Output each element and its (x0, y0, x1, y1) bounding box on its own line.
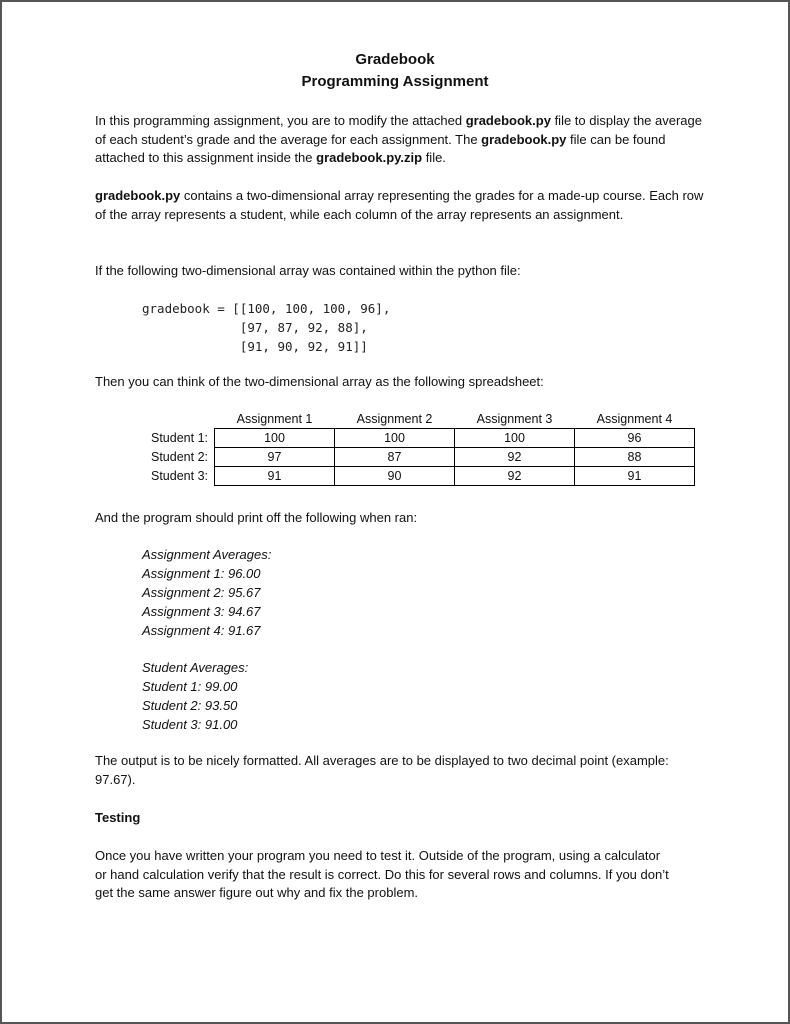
output-line: Assignment 3: 94.67 (142, 604, 261, 619)
document-title: Gradebook (355, 51, 435, 68)
testing-paragraph: Once you have written your program you need to test it. Outside of the program, using a calculator or hand calculation verify that the result is correct. Do this for several rows and columns. If you don’t get the same answer figure out why and fix the problem. (95, 848, 669, 901)
table-header-row (138, 410, 695, 429)
and-paragraph: And the program should print off the following when ran: (95, 510, 418, 525)
then-paragraph: Then you can think of the two-dimensional array as the following spreadsheet: (95, 374, 544, 389)
row-label: Student 3: (151, 469, 208, 483)
filename: gradebook.py (95, 188, 181, 203)
student-averages-output (142, 658, 248, 734)
column-header: Assignment 2 (356, 412, 433, 426)
cell: 92 (455, 467, 575, 486)
output-line: Assignment 1: 96.00 (142, 566, 261, 581)
output-line: Student 2: 93.50 (142, 698, 238, 713)
text: file to display the average of each student’s grade and the average for each assignment. The (95, 113, 702, 147)
row-label: Student 2: (151, 450, 208, 464)
output-line: Student 3: 91.00 (142, 717, 238, 732)
text: In this programming assignment, you are to modify the attached (95, 113, 466, 128)
cell: 100 (335, 429, 455, 448)
assignment-averages-output (142, 545, 271, 640)
output-line: Student 1: 99.00 (142, 679, 238, 694)
text: file. (422, 150, 446, 166)
text: contains a two-dimensional array representing the grades for a made-up course. Each row of the array represents a student, while each column of the array represents an assignment. (95, 188, 704, 222)
table-row (138, 429, 695, 448)
table-row (138, 467, 695, 486)
filename: gradebook.py (481, 131, 567, 147)
cell: 91 (215, 467, 335, 486)
row-label: Student 1: (151, 431, 208, 445)
output-line: Assignment 2: 95.67 (142, 585, 261, 600)
cell: 97 (215, 448, 335, 467)
table-row (138, 448, 695, 467)
description-paragraph (95, 187, 705, 224)
cell: 90 (335, 467, 455, 486)
text: file can be found attached to this assignment inside the (95, 131, 666, 166)
output-line: Assignment 4: 91.67 (142, 623, 261, 638)
cell: 92 (455, 448, 575, 467)
filename: gradebook.py (465, 113, 551, 128)
code-block: gradebook = [[100, 100, 100, 96], [97, 87, 92, 88], [91, 90, 92, 91]] (142, 301, 391, 354)
cell: 100 (215, 429, 335, 448)
if-paragraph: If the following two-dimensional array was contained within the python file: (95, 263, 521, 278)
cell: 87 (335, 448, 455, 467)
format-paragraph: The output is to be nicely formatted. All averages are to be displayed to two decimal point (example: 97.67). (95, 753, 669, 787)
cell: 88 (575, 448, 695, 467)
output-heading: Assignment Averages: (142, 547, 272, 562)
cell: 96 (575, 429, 695, 448)
cell: 100 (455, 429, 575, 448)
column-header: Assignment 1 (236, 412, 313, 426)
document-subtitle: Programming Assignment (301, 73, 489, 90)
zip-filename: gradebook.py.zip (316, 150, 423, 166)
grades-table (138, 410, 695, 486)
column-header: Assignment 4 (596, 412, 673, 426)
intro-paragraph (95, 112, 705, 168)
testing-heading: Testing (95, 810, 141, 825)
cell: 91 (575, 467, 695, 486)
output-heading: Student Averages: (142, 660, 249, 675)
column-header: Assignment 3 (476, 412, 553, 426)
